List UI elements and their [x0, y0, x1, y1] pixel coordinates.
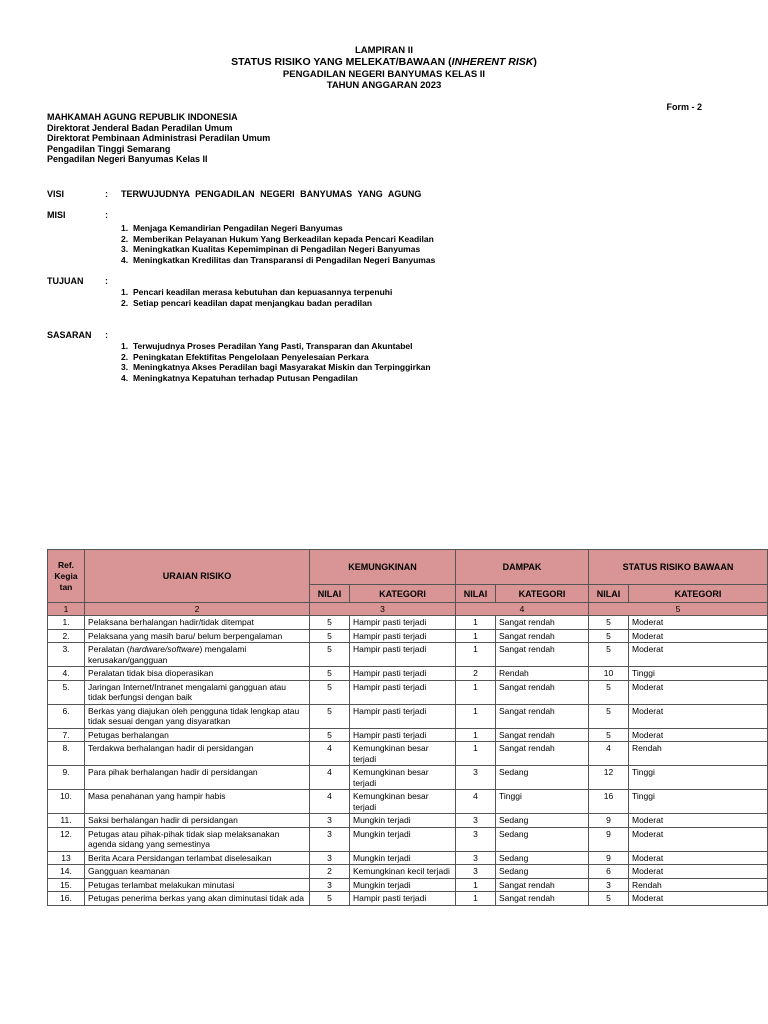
cell-status-kategori: Moderat [629, 629, 768, 643]
cell-dam-kategori: Sedang [496, 814, 589, 828]
cell-kem-nilai: 5 [310, 704, 350, 728]
index-cell: 4 [456, 603, 589, 616]
cell-status-kategori: Moderat [629, 827, 768, 851]
cell-status-nilai: 5 [589, 728, 629, 742]
cell-uraian: Para pihak berhalangan hadir di persidangan [85, 766, 310, 790]
cell-dam-nilai: 1 [456, 892, 496, 906]
cell-uraian: Peralatan (hardware/software) mengalami kerusakan/gangguan [85, 643, 310, 667]
risk-table [47, 549, 768, 906]
visi-label: VISI [47, 189, 65, 199]
table-row [48, 766, 768, 790]
header-kategori: KATEGORI [629, 585, 768, 603]
cell-status-kategori: Tinggi [629, 766, 768, 790]
cell-status-kategori: Moderat [629, 814, 768, 828]
cell-dam-kategori: Sangat rendah [496, 616, 589, 630]
cell-dam-kategori: Sangat rendah [496, 728, 589, 742]
cell-kem-kategori: Mungkin terjadi [350, 851, 456, 865]
cell-kem-kategori: Mungkin terjadi [350, 827, 456, 851]
cell-ref: 3. [48, 643, 85, 667]
cell-kem-kategori: Kemungkinan besar terjadi [350, 766, 456, 790]
cell-status-kategori: Moderat [629, 865, 768, 879]
cell-kem-kategori: Hampir pasti terjadi [350, 704, 456, 728]
list-item: 4. Meningkatkan Kredilitas dan Transparansi di Pengadilan Negeri Banyumas [121, 254, 436, 265]
cell-uraian: Peralatan tidak bisa dioperasikan [85, 667, 310, 681]
cell-kem-nilai: 5 [310, 643, 350, 667]
table-row [48, 865, 768, 879]
list-item: 2. Setiap pencari keadilan dapat menjangkau badan peradilan [121, 297, 373, 308]
list-item: 2. Memberikan Pelayanan Hukum Yang Berkeadilan kepada Pencari Keadilan [121, 233, 434, 244]
header-ref: Ref. Kegia tan [48, 550, 85, 603]
cell-status-kategori: Moderat [629, 851, 768, 865]
cell-ref: 6. [48, 704, 85, 728]
list-item: 3. Meningkatnya Akses Peradilan bagi Masyarakat Miskin dan Terpinggirkan [121, 362, 431, 372]
list-item: 4. Meningkatnya Kepatuhan terhadap Putusan Pengadilan [121, 372, 358, 383]
cell-kem-kategori: Hampir pasti terjadi [350, 728, 456, 742]
cell-kem-nilai: 3 [310, 851, 350, 865]
cell-dam-kategori: Sangat rendah [496, 704, 589, 728]
cell-dam-nilai: 1 [456, 643, 496, 667]
table-header [48, 550, 768, 616]
org-block [47, 112, 270, 165]
cell-uraian: Masa penahanan yang hampir habis [85, 790, 310, 814]
index-cell: 3 [310, 603, 456, 616]
cell-status-kategori: Moderat [629, 728, 768, 742]
list-item: 1. Pencari keadilan merasa kebutuhan dan kepuasannya terpenuhi [121, 287, 393, 297]
misi-colon: : [105, 210, 108, 220]
cell-ref: 7. [48, 728, 85, 742]
tujuan-label: TUJUAN [47, 276, 84, 286]
table-row [48, 728, 768, 742]
cell-status-nilai: 5 [589, 616, 629, 630]
cell-status-kategori: Moderat [629, 680, 768, 704]
misi-list [121, 223, 435, 265]
cell-uraian: Gangguan keamanan [85, 865, 310, 879]
cell-ref: 14. [48, 865, 85, 879]
cell-dam-kategori: Sangat rendah [496, 629, 589, 643]
cell-dam-kategori: Tinggi [496, 790, 589, 814]
cell-kem-kategori: Kemungkinan besar terjadi [350, 742, 456, 766]
cell-status-kategori: Tinggi [629, 667, 768, 681]
cell-status-nilai: 5 [589, 643, 629, 667]
cell-uraian: Petugas terlambat melakukan minutasi [85, 878, 310, 892]
table-row [48, 667, 768, 681]
cell-ref: 13 [48, 851, 85, 865]
cell-uraian: Saksi berhalangan hadir di persidangan [85, 814, 310, 828]
cell-dam-kategori: Sangat rendah [496, 892, 589, 906]
cell-kem-kategori: Mungkin terjadi [350, 878, 456, 892]
cell-kem-nilai: 4 [310, 766, 350, 790]
cell-kem-kategori: Hampir pasti terjadi [350, 643, 456, 667]
cell-status-kategori: Moderat [629, 643, 768, 667]
cell-dam-nilai: 3 [456, 851, 496, 865]
cell-ref: 16. [48, 892, 85, 906]
cell-kem-nilai: 4 [310, 742, 350, 766]
header-nilai: NILAI [456, 585, 496, 603]
cell-dam-kategori: Sangat rendah [496, 878, 589, 892]
org-line: Direktorat Jenderal Badan Peradilan Umum [47, 122, 233, 133]
cell-dam-nilai: 3 [456, 865, 496, 879]
cell-status-nilai: 9 [589, 827, 629, 851]
table-body [48, 616, 768, 906]
cell-uraian: Pelaksana yang masih baru/ belum berpengalaman [85, 629, 310, 643]
table-row [48, 878, 768, 892]
cell-dam-nilai: 1 [456, 742, 496, 766]
header-status: STATUS RISIKO BAWAAN [589, 550, 768, 585]
misi-label: MISI [47, 210, 66, 220]
cell-dam-kategori: Sangat rendah [496, 643, 589, 667]
table-row [48, 892, 768, 906]
index-cell: 1 [48, 603, 85, 616]
cell-ref: 12. [48, 827, 85, 851]
cell-uraian: Petugas berhalangan [85, 728, 310, 742]
cell-kem-nilai: 3 [310, 814, 350, 828]
cell-dam-kategori: Sangat rendah [496, 680, 589, 704]
sasaran-colon: : [105, 330, 108, 340]
cell-ref: 2. [48, 629, 85, 643]
cell-dam-nilai: 1 [456, 629, 496, 643]
table-row [48, 680, 768, 704]
cell-dam-nilai: 3 [456, 814, 496, 828]
org-line: MAHKAMAH AGUNG REPUBLIK INDONESIA [47, 112, 238, 122]
table-row [48, 704, 768, 728]
tujuan-colon: : [105, 276, 108, 286]
cell-dam-kategori: Sedang [496, 766, 589, 790]
cell-kem-nilai: 5 [310, 892, 350, 906]
cell-uraian: Pelaksana berhalangan hadir/tidak ditempat [85, 616, 310, 630]
cell-dam-nilai: 2 [456, 667, 496, 681]
cell-kem-nilai: 4 [310, 790, 350, 814]
cell-uraian: Terdakwa berhalangan hadir di persidangan [85, 742, 310, 766]
header-nilai: NILAI [310, 585, 350, 603]
cell-kem-kategori: Hampir pasti terjadi [350, 680, 456, 704]
header-title: STATUS RISIKO YANG MELEKAT/BAWAAN (INHERENT RISK) [231, 56, 537, 68]
table-row [48, 790, 768, 814]
cell-kem-nilai: 2 [310, 865, 350, 879]
table-row [48, 629, 768, 643]
tujuan-list [121, 287, 392, 308]
cell-status-kategori: Rendah [629, 878, 768, 892]
cell-kem-kategori: Hampir pasti terjadi [350, 629, 456, 643]
cell-dam-kategori: Sedang [496, 827, 589, 851]
list-item: 1. Terwujudnya Proses Peradilan Yang Pasti, Transparan dan Akuntabel [121, 341, 413, 351]
cell-uraian: Jaringan Internet/Intranet mengalami gangguan atau tidak berfungsi dengan baik [85, 680, 310, 704]
cell-ref: 1. [48, 616, 85, 630]
visi-text: TERWUJUDNYA PENGADILAN NEGERI BANYUMAS YANG AGUNG [121, 189, 422, 199]
cell-status-nilai: 16 [589, 790, 629, 814]
table-row [48, 851, 768, 865]
cell-status-nilai: 9 [589, 851, 629, 865]
cell-kem-kategori: Kemungkinan kecil terjadi [350, 865, 456, 879]
table-row [48, 616, 768, 630]
cell-ref: 4. [48, 667, 85, 681]
header-title-italic: INHERENT RISK [451, 56, 534, 68]
cell-uraian: Berita Acara Persidangan terlambat diselesaikan [85, 851, 310, 865]
cell-dam-kategori: Sedang [496, 851, 589, 865]
org-line: Direktorat Pembinaan Administrasi Peradilan Umum [47, 133, 271, 143]
cell-kem-nilai: 5 [310, 629, 350, 643]
cell-dam-nilai: 1 [456, 680, 496, 704]
cell-status-kategori: Moderat [629, 704, 768, 728]
cell-kem-kategori: Kemungkinan besar terjadi [350, 790, 456, 814]
cell-status-nilai: 3 [589, 878, 629, 892]
sasaran-list [121, 341, 431, 383]
cell-dam-nilai: 3 [456, 827, 496, 851]
cell-kem-nilai: 5 [310, 680, 350, 704]
cell-status-nilai: 12 [589, 766, 629, 790]
cell-kem-nilai: 5 [310, 728, 350, 742]
cell-kem-kategori: Hampir pasti terjadi [350, 616, 456, 630]
sasaran-label: SASARAN [47, 330, 92, 340]
cell-ref: 11. [48, 814, 85, 828]
cell-dam-nilai: 1 [456, 616, 496, 630]
cell-uraian: Petugas penerima berkas yang akan diminutasi tidak ada [85, 892, 310, 906]
cell-kem-kategori: Mungkin terjadi [350, 814, 456, 828]
cell-status-nilai: 4 [589, 742, 629, 766]
cell-dam-kategori: Sangat rendah [496, 742, 589, 766]
cell-ref: 10. [48, 790, 85, 814]
header-year: TAHUN ANGGARAN 2023 [326, 80, 442, 91]
table-row [48, 742, 768, 766]
org-line: Pengadilan Tinggi Semarang [47, 143, 171, 154]
cell-uraian: Petugas atau pihak-pihak tidak siap melaksanakan agenda sidang yang semestinya [85, 827, 310, 851]
list-item: 3. Meningkatkan Kualitas Kepemimpinan di Pengadilan Negeri Banyumas [121, 244, 421, 254]
cell-ref: 15. [48, 878, 85, 892]
index-cell: 2 [85, 603, 310, 616]
header-kategori: KATEGORI [350, 585, 456, 603]
cell-kem-nilai: 5 [310, 616, 350, 630]
cell-dam-kategori: Sedang [496, 865, 589, 879]
table-row [48, 814, 768, 828]
cell-status-nilai: 5 [589, 680, 629, 704]
header-kemungkinan: KEMUNGKINAN [310, 550, 456, 585]
header-uraian: URAIAN RISIKO [85, 550, 310, 603]
cell-status-nilai: 5 [589, 892, 629, 906]
cell-kem-kategori: Hampir pasti terjadi [350, 892, 456, 906]
cell-dam-nilai: 1 [456, 728, 496, 742]
cell-status-nilai: 5 [589, 704, 629, 728]
header-dampak: DAMPAK [456, 550, 589, 585]
cell-status-nilai: 5 [589, 629, 629, 643]
cell-dam-nilai: 3 [456, 766, 496, 790]
cell-kem-kategori: Hampir pasti terjadi [350, 667, 456, 681]
header-kategori: KATEGORI [496, 585, 589, 603]
cell-dam-nilai: 4 [456, 790, 496, 814]
cell-ref: 9. [48, 766, 85, 790]
cell-status-nilai: 10 [589, 667, 629, 681]
table-row [48, 827, 768, 851]
cell-ref: 8. [48, 742, 85, 766]
cell-dam-kategori: Rendah [496, 667, 589, 681]
form-number: Form - 2 [666, 102, 702, 112]
cell-status-kategori: Moderat [629, 616, 768, 630]
cell-status-nilai: 9 [589, 814, 629, 828]
org-line: Pengadilan Negeri Banyumas Kelas II [47, 154, 208, 164]
list-item: 1. Menjaga Kemandirian Pengadilan Negeri Banyumas [121, 223, 343, 233]
cell-dam-nilai: 1 [456, 704, 496, 728]
header-court: PENGADILAN NEGERI BANYUMAS KELAS II [282, 69, 486, 80]
cell-uraian: Berkas yang diajukan oleh pengguna tidak lengkap atau tidak sesuai dengan yang disyaratkan [85, 704, 310, 728]
cell-status-kategori: Moderat [629, 892, 768, 906]
cell-kem-nilai: 5 [310, 667, 350, 681]
cell-status-kategori: Rendah [629, 742, 768, 766]
cell-status-kategori: Tinggi [629, 790, 768, 814]
cell-status-nilai: 6 [589, 865, 629, 879]
cell-dam-nilai: 1 [456, 878, 496, 892]
cell-kem-nilai: 3 [310, 827, 350, 851]
table-row [48, 643, 768, 667]
list-item: 2. Peningkatan Efektifitas Pengelolaan Penyelesaian Perkara [121, 351, 369, 362]
index-cell: 5 [589, 603, 768, 616]
cell-ref: 5. [48, 680, 85, 704]
cell-kem-nilai: 3 [310, 878, 350, 892]
header-nilai: NILAI [589, 585, 629, 603]
visi-colon: : [105, 189, 108, 199]
header-lampiran: LAMPIRAN II [354, 45, 414, 56]
